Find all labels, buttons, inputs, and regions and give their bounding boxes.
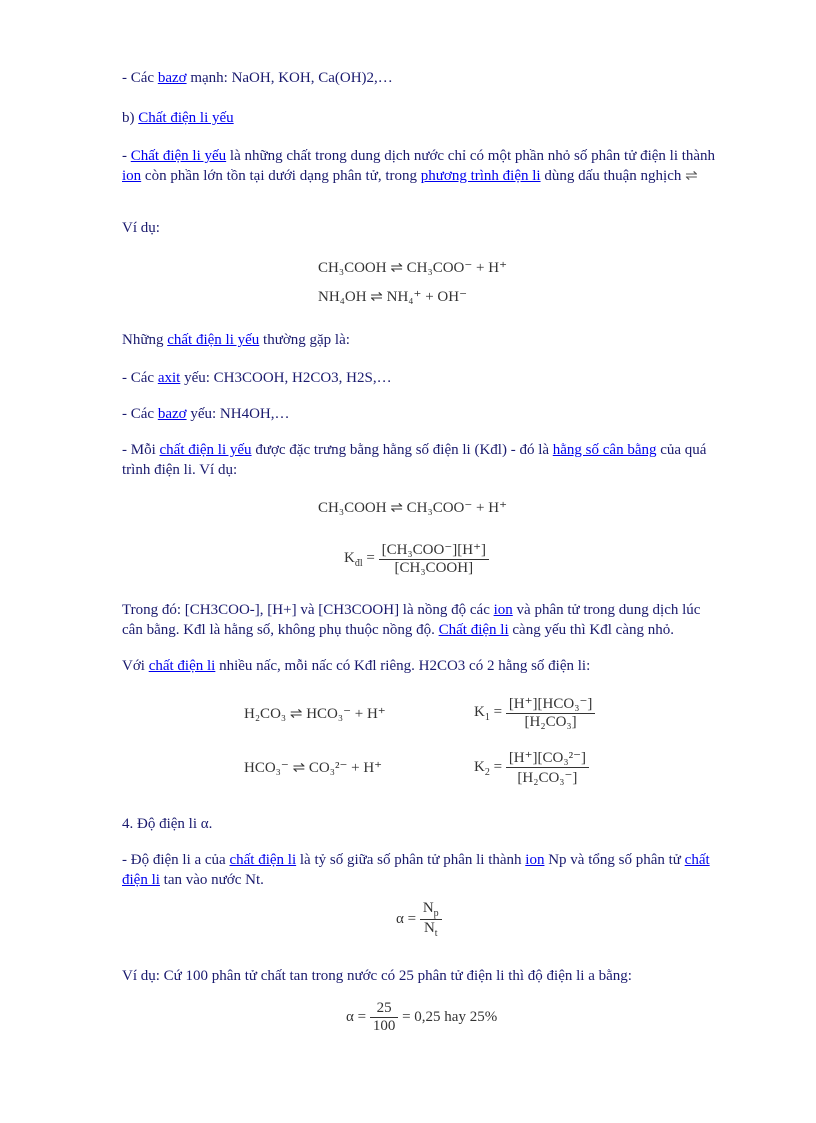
n-symbol: N (422, 900, 434, 916)
equation-alpha-example (346, 1000, 497, 1035)
text: càng yếu thì Kđl càng nhỏ. (508, 622, 674, 638)
denominator: [H₂CO₃] (524, 714, 577, 730)
numerator: [H⁺][HCO₃⁻] (506, 694, 596, 714)
k-subscript: 2 (484, 766, 490, 778)
text: - Các (122, 70, 158, 86)
link-ion[interactable]: ion (122, 168, 142, 184)
text: yếu: NH4OH,… (186, 406, 290, 422)
equation-acetic-acid-2: CH₃COOH ⇌ CH₃COO⁻ + H⁺ (318, 500, 508, 516)
link-bazo[interactable]: bazơ (157, 406, 187, 422)
n-symbol: N (423, 920, 435, 936)
text: thường gặp là: (259, 332, 350, 348)
text: là những chất trong dung dịch nước chỉ có một phần nhỏ số phân tử điện li thành (226, 148, 716, 164)
example-label: Ví dụ: (122, 220, 160, 236)
denominator: [H₂CO₃⁻] (517, 770, 578, 786)
n-subscript: t (434, 928, 438, 939)
equilibrium-arrow-icon: ⇌ (685, 168, 698, 184)
paragraph-example-alpha: Ví dụ: Cứ 100 phân tử chất tan trong nước có 25 phân tử điện li thì độ điện li a bằng: (122, 968, 632, 984)
text: nhiều nấc, mỗi nấc có Kđl riêng. H2CO3 có 2 hằng số điện li: (215, 658, 591, 674)
k-symbol: K (474, 703, 485, 720)
link-chat-dien-li[interactable]: Chất điện li (438, 622, 509, 638)
result-text: = 0,25 hay 25% (398, 1008, 498, 1025)
link-hang-so-can-bang[interactable]: hằng số cân bằng (552, 442, 657, 458)
link-chat-dien-li-yeu[interactable]: chất điện li yếu (167, 332, 260, 348)
numerator (420, 900, 442, 920)
paragraph-dissociation-constant (122, 440, 717, 480)
text: - Độ điện li a của (122, 852, 230, 868)
alpha-symbol: α = (396, 910, 417, 927)
link-chat-dien-li-yeu[interactable]: Chất điện li yếu (130, 148, 227, 164)
fraction (420, 900, 442, 939)
link-phuong-trinh-dien-li[interactable]: phương trình điện li (420, 168, 541, 184)
fraction (379, 540, 489, 577)
link-chat-dien-li[interactable]: chất điện li (122, 852, 710, 888)
k-subscript: 1 (484, 711, 490, 723)
section-heading-degree: 4. Độ điện li α. (122, 816, 213, 832)
text: mạnh: NaOH, KOH, Ca(OH)2,… (186, 70, 393, 86)
link-chat-dien-li-yeu[interactable]: Chất điện li yếu (138, 110, 234, 126)
paragraph-weak-electrolyte-definition (122, 146, 717, 186)
text: là tỷ số giữa số phân tử phân li thành (296, 852, 526, 868)
equals-sign: = (362, 549, 375, 566)
k-subscript: đl (354, 557, 363, 569)
text: được đặc trưng bằng hằng số điện li (Kđl) - đó là (251, 442, 553, 458)
text: và phân tử trong dung dịch lúc cân bằng. Kđl là hằng số, không phụ thuộc nồng độ. (122, 602, 701, 638)
numerator: [CH₃COO⁻][H⁺] (379, 540, 489, 560)
link-axit[interactable]: axit (157, 370, 181, 386)
text: tan vào nước Nt. (159, 872, 264, 888)
text: - Các (122, 370, 158, 386)
heading-weak-electrolytes (122, 108, 234, 128)
text: b) (122, 110, 139, 126)
fraction (370, 1000, 399, 1035)
equation-k1 (474, 694, 595, 731)
text: Trong đó: [CH3COO-], [H+] và [CH3COOH] là nồng độ các (122, 602, 494, 618)
text: Np và tổng số phân tử (544, 852, 685, 868)
paragraph-polyprotic (122, 656, 590, 676)
numerator: [H⁺][CO₃²⁻] (506, 748, 589, 768)
text: yếu: CH3COOH, H2CO3, H2S,… (180, 370, 392, 386)
fraction (506, 694, 596, 731)
equals-sign: = (489, 703, 503, 720)
denominator: [CH₃COOH] (394, 560, 474, 576)
text: còn phần lớn tồn tại dưới dạng phân tử, trong (141, 168, 421, 184)
text: - Các (122, 406, 158, 422)
numerator: 25 (370, 1000, 399, 1018)
link-chat-dien-li-yeu[interactable]: chất điện li yếu (159, 442, 252, 458)
equation-acetic-acid: CH₃COOH ⇌ CH₃COO⁻ + H⁺ (318, 260, 508, 276)
text: dùng dấu thuận nghịch (540, 168, 686, 184)
paragraph-weak-bases (122, 404, 289, 424)
link-chat-dien-li[interactable]: chất điện li (148, 658, 216, 674)
text: Với (122, 658, 149, 674)
alpha-symbol: α = (346, 1008, 367, 1025)
equals-sign: = (489, 758, 503, 775)
link-ion[interactable]: ion (525, 852, 545, 868)
equation-alpha (396, 900, 442, 939)
fraction (506, 748, 589, 787)
paragraph-common-weak (122, 330, 350, 350)
equation-h2co3-step2: HCO₃⁻ ⇌ CO₃²⁻ + H⁺ (244, 760, 383, 776)
text: - (122, 148, 131, 164)
text: - Mỗi (122, 442, 160, 458)
equation-h2co3-step1: H₂CO₃ ⇌ HCO₃⁻ + H⁺ (244, 706, 386, 722)
n-subscript: p (433, 908, 439, 919)
equation-k2 (474, 748, 589, 787)
k-symbol: K (474, 758, 485, 775)
paragraph-weak-acids (122, 368, 392, 388)
k-symbol: K (344, 549, 355, 566)
equation-ammonium-hydroxide: NH₄OH ⇌ NH₄⁺ + OH⁻ (318, 289, 467, 305)
link-ion[interactable]: ion (493, 602, 513, 618)
link-bazo[interactable]: bazơ (157, 70, 187, 86)
denominator (420, 920, 442, 939)
paragraph-strong-bases (122, 68, 393, 88)
denominator: 100 (372, 1018, 396, 1034)
paragraph-degree-definition (122, 850, 717, 890)
text: của quá trình điện li. Ví dụ: (122, 442, 707, 478)
equation-kdl (344, 540, 489, 577)
text: Những (122, 332, 168, 348)
link-chat-dien-li[interactable]: chất điện li (229, 852, 297, 868)
paragraph-explanation (122, 600, 717, 640)
